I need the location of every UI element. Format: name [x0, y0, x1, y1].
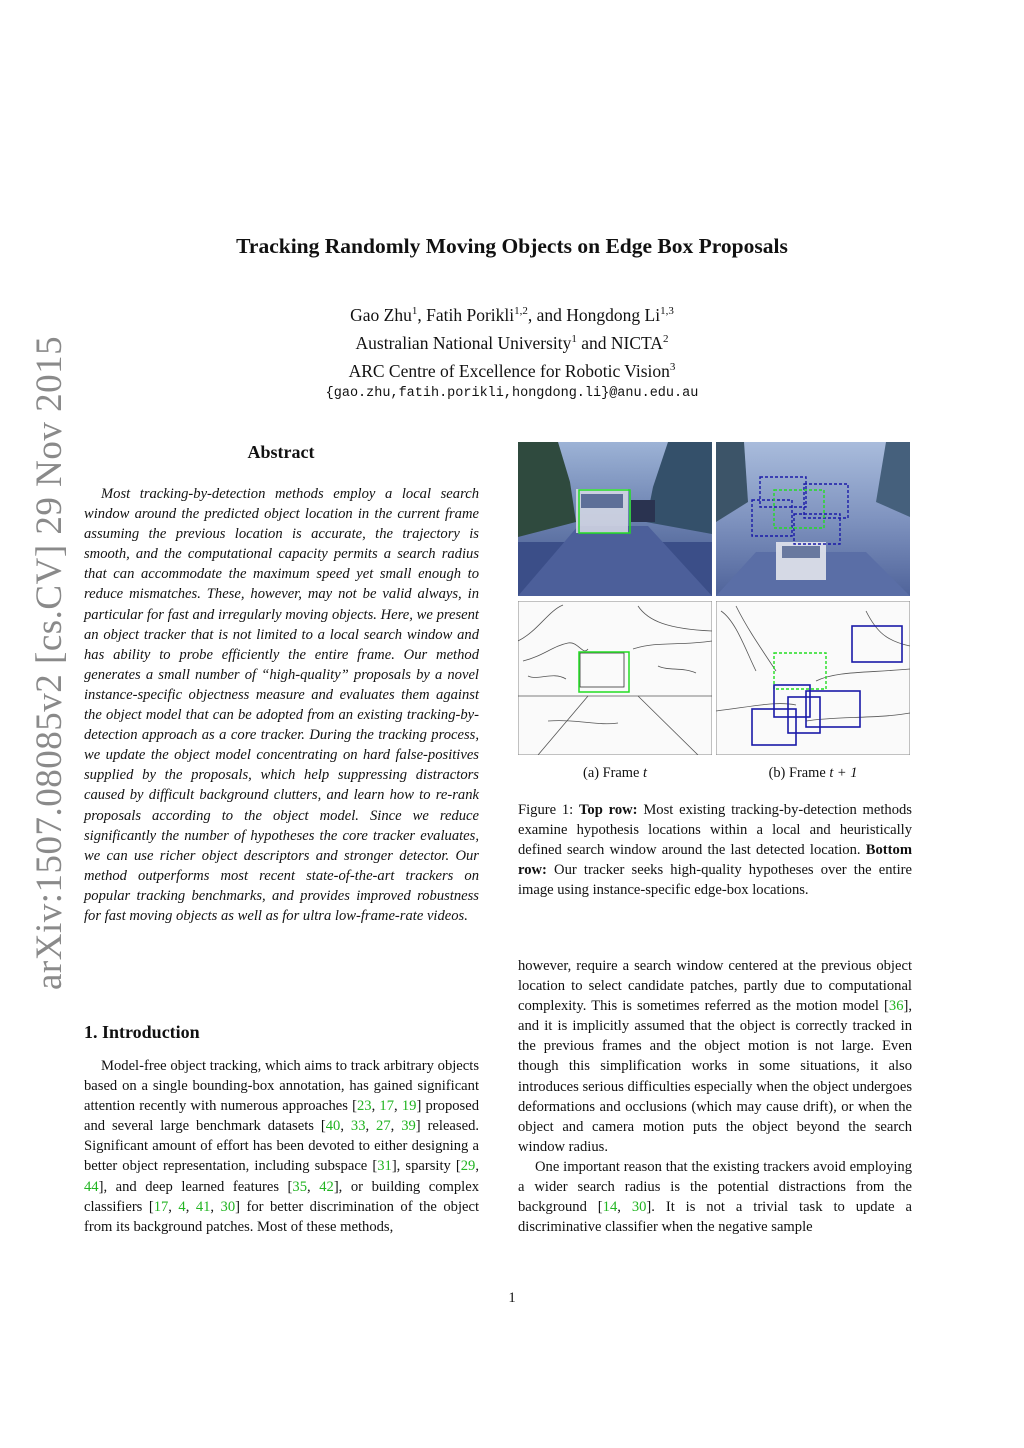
caption-label: Top row:: [579, 802, 638, 818]
paper-title: Tracking Randomly Moving Objects on Edge Box Proposals: [236, 234, 788, 258]
separator: ,: [617, 1199, 632, 1216]
text-run: ], and it is implicitly assumed that the object is correctly tracked in the previous frames and the object motion is not large. Even though this simplification works in some situations, it also introduces serious difficulties especially when the object undergoes deformations and occlusions (which may cause drift), or when the object and camera motion puts the object beyond the search window radius.: [518, 998, 912, 1155]
citation-link[interactable]: 40: [325, 1118, 341, 1135]
body-paragraph: [518, 1157, 912, 1237]
citation-link[interactable]: 17: [153, 1198, 169, 1215]
intro-heading: 1. Introduction: [84, 1022, 200, 1042]
separator: ,: [475, 1158, 479, 1175]
text-run: ], or building complex classifiers [: [84, 1178, 480, 1215]
math-variable: t + 1: [829, 765, 858, 781]
text-run: however, require a search window centered at the previous object location to select candidate patches, partly due to computational complexity. This is sometimes referred as the motion model [: [518, 958, 912, 1015]
author-name: Gao Zhu: [350, 304, 412, 325]
citation-link[interactable]: 29: [460, 1158, 476, 1175]
subcaption-text: (b) Frame: [768, 765, 830, 781]
body-paragraph: [518, 956, 912, 1157]
affiliation-line: [0, 327, 1024, 355]
text-run: ], sparsity [: [391, 1158, 461, 1175]
text-run: ] released. Significant amount of effort has been devoted to either designing a better object representation, including subspace [: [84, 1118, 480, 1175]
affiliation-sup: 3: [669, 360, 676, 373]
separator: ,: [340, 1118, 351, 1135]
street-scene-frame-t: [518, 442, 712, 596]
right-column-body: [518, 956, 912, 1237]
abstract-text: Most tracking-by-detection methods employ a local search window around the predicted object location in the current frame assuming the previous location is accurate, the trajectory is smooth, and the computational capacity permits a search radius that can accommodate the maximum speed yet small enough to reduce mismatches. These, however, may not be valid always, in particular for fast and irregularly moving objects. Here, we present an object tracker that is not limited to a local search window and has ability to probe efficiently the entire frame. Our method generates a small number of “high-quality” proposals by a novel instance-specific objectness measure and evaluates them against the object model that can be adopted from an existing tracking-by-detection approach as a core tracker. During the tracking process, we update the object model concentrating on hard false-positives supplied by the proposals, which help suppressing distractors caused by difficult background clutters, and learn how to re-rank proposals according to the object model. Since we reduce significantly the number of hypotheses the core tracker evaluates, we can use richer object descriptors and stronger detector. Our method outperforms most recent state-of-the-art trackers on popular tracking benchmarks, and provides improved robustness for fast moving objects as well as for ultra low-frame-rate videos.: [84, 486, 479, 924]
citation-link[interactable]: 36: [888, 998, 904, 1015]
separator: , and: [527, 304, 567, 325]
street-scene-frame-t1: [716, 442, 910, 596]
caption-prefix: Figure 1:: [518, 802, 580, 818]
citation-link[interactable]: 30: [631, 1199, 647, 1216]
affiliation-line: [0, 355, 1024, 383]
figure-image-bottom-right: [716, 601, 910, 755]
affiliation: ARC Centre of Excellence for Robotic Vision: [348, 360, 670, 381]
separator: and: [576, 332, 611, 353]
citation-link[interactable]: 42: [319, 1178, 334, 1195]
separator: ,: [168, 1198, 179, 1215]
citation-link[interactable]: 17: [379, 1098, 395, 1115]
text-run: ]. It is not a trivial task to update a discriminative classifier when the negative sample: [518, 1199, 912, 1236]
citation-link[interactable]: 19: [401, 1098, 417, 1115]
affiliation-sup: 1: [571, 332, 577, 345]
citation-link[interactable]: 39: [401, 1118, 416, 1135]
separator: ,: [365, 1118, 377, 1135]
citation-link[interactable]: 44: [84, 1178, 99, 1195]
abstract-heading: Abstract: [247, 442, 315, 462]
separator: ,: [185, 1198, 196, 1215]
separator: ,: [307, 1178, 320, 1195]
subcaption-text: (a) Frame: [583, 765, 643, 781]
author-block: [0, 299, 1024, 406]
subcaption-b: [716, 765, 910, 782]
separator: ,: [417, 304, 427, 325]
math-variable: t: [642, 765, 647, 781]
affiliation-sup: 2: [662, 332, 669, 345]
subcaption-a: [518, 765, 712, 782]
figure-image-bottom-left: [518, 601, 712, 755]
text-run: ] proposed and several large benchmark datasets [: [84, 1098, 479, 1135]
author-name: Hongdong Li: [566, 304, 661, 325]
text-run: ], and deep learned features [: [98, 1178, 293, 1195]
citation-link[interactable]: 33: [350, 1118, 366, 1135]
caption-label: Bottom row:: [518, 842, 912, 879]
affiliation: NICTA: [610, 332, 663, 353]
author-line: [0, 299, 1024, 327]
figure-image-top-right: [716, 442, 910, 596]
text-run: Model-free object tracking, which aims to track arbitrary objects based on a single bounding-box annotation, has gained significant attention recently with numerous approaches [: [84, 1058, 479, 1115]
edge-map-frame-t1: [716, 601, 910, 755]
citation-link[interactable]: 4: [178, 1198, 186, 1215]
email: {gao.zhu,fatih.porikli,hongdong.li}@anu.edu.au: [325, 386, 699, 402]
author-sup: 1,2: [514, 305, 528, 317]
caption-text: Our tracker seeks high-quality hypotheses over the entire image using instance-specific edge-box locations.: [518, 862, 912, 899]
citation-link[interactable]: 14: [602, 1199, 618, 1216]
arxiv-stamp: arXiv:1507.08085v2 [cs.CV] 29 Nov 2015: [29, 335, 70, 990]
citation-link[interactable]: 41: [195, 1198, 211, 1215]
separator: ,: [390, 1118, 402, 1135]
author-sup: 1,3: [660, 305, 674, 317]
citation-link[interactable]: 35: [292, 1178, 308, 1195]
text-run: ] for better discrimination of the object from its background patches. Most of these methods,: [84, 1198, 480, 1235]
citation-link[interactable]: 30: [220, 1198, 236, 1215]
author-sup: 1: [411, 305, 418, 317]
edge-map-frame-t: [518, 601, 712, 755]
caption-text: Most existing tracking-by-detection methods examine hypothesis locations within a local and heuristically defined search window around the last detected location.: [518, 802, 912, 859]
page-number: 1: [508, 1290, 516, 1306]
affiliation: Australian National University: [355, 332, 572, 353]
separator: ,: [394, 1098, 402, 1115]
text-run: One important reason that the existing trackers avoid employing a wider search radius is the potential distractions from the background [: [518, 1158, 912, 1216]
intro-paragraph: [84, 1056, 479, 1237]
figure-image-top-left: [518, 442, 712, 596]
separator: ,: [371, 1098, 380, 1115]
figure-caption: [518, 800, 912, 900]
author-name: Fatih Porikli: [426, 304, 515, 325]
citation-link[interactable]: 31: [377, 1158, 392, 1175]
abstract-body: [84, 484, 479, 926]
intro-body: [84, 1056, 479, 1237]
citation-link[interactable]: 23: [356, 1098, 372, 1115]
citation-link[interactable]: 27: [376, 1118, 391, 1135]
separator: ,: [210, 1198, 221, 1215]
